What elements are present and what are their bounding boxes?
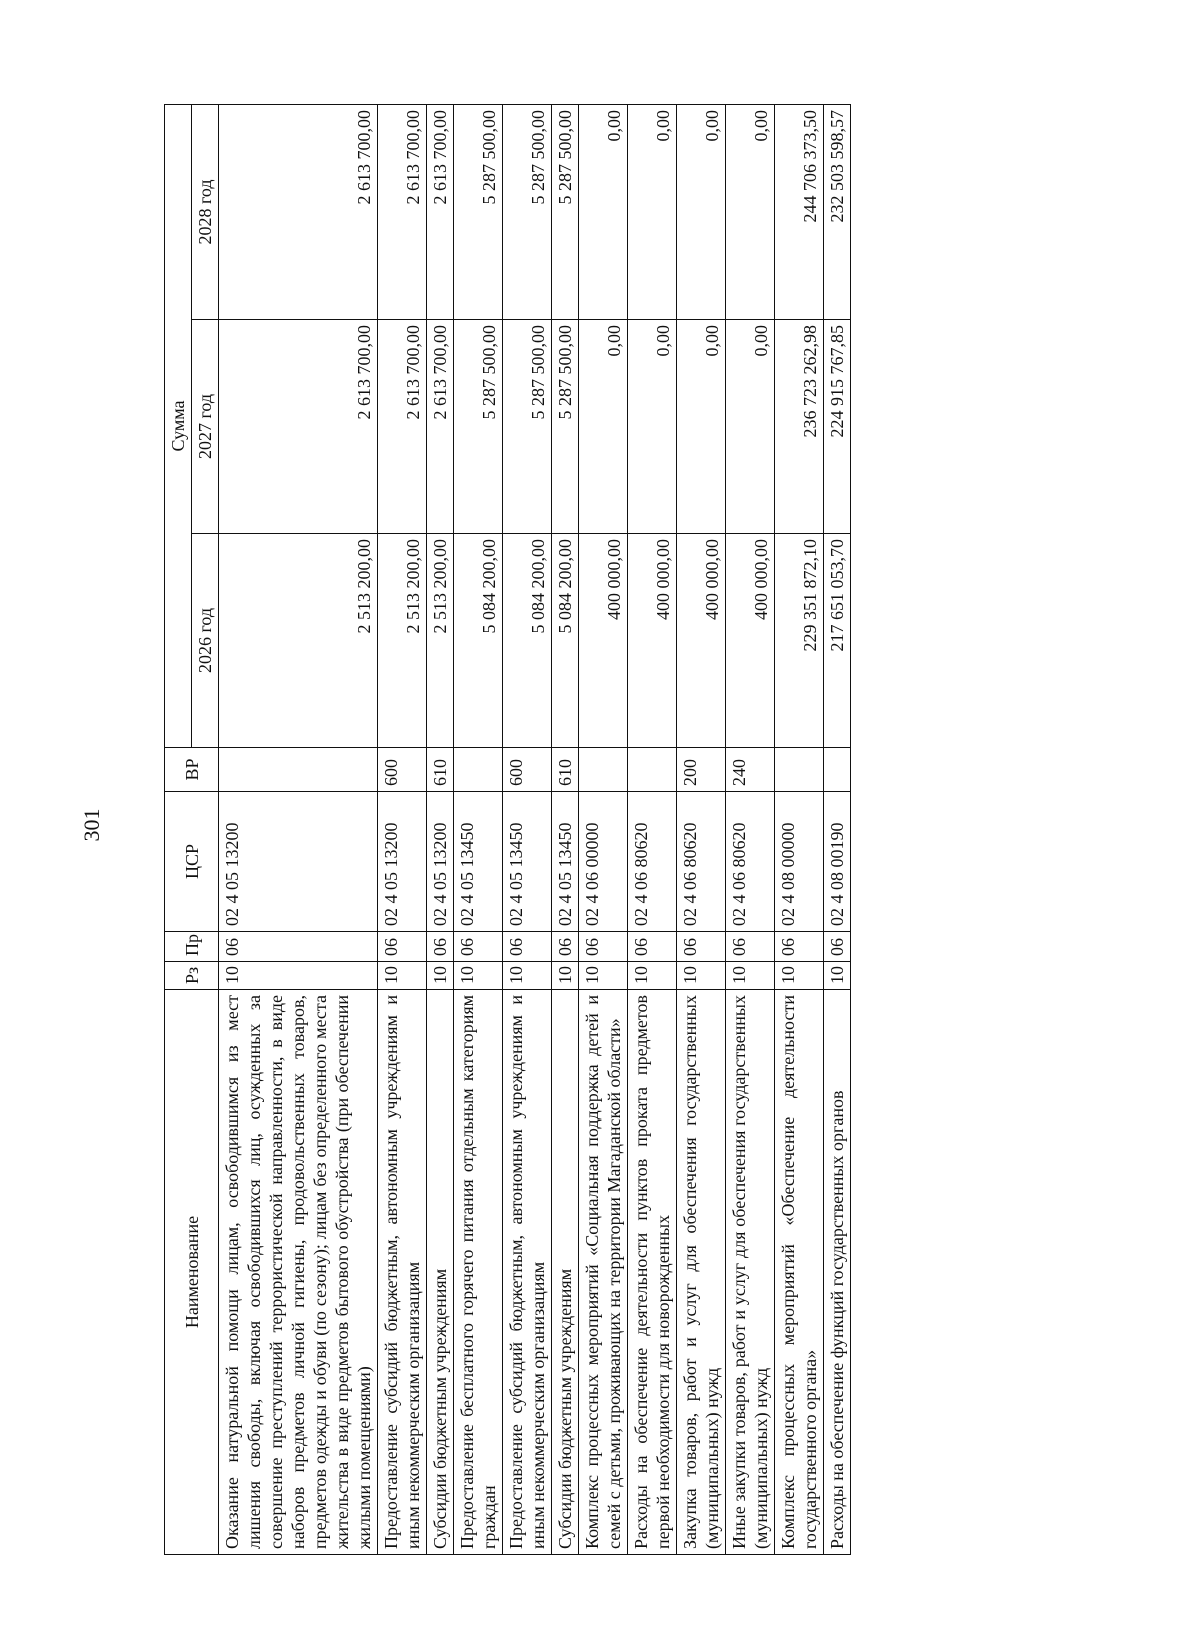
row-csr-cell: 02 4 06 80620 — [726, 792, 775, 932]
row-2027-cell: 2 613 700,00 — [427, 320, 454, 534]
row-vr-cell — [775, 748, 824, 792]
row-name-cell: Закупка товаров, работ и услуг для обеспечения государственных (муниципальных) нужд — [677, 990, 726, 1555]
row-vr-cell — [824, 748, 851, 792]
row-csr-cell: 02 4 06 80620 — [628, 792, 677, 932]
row-2027-cell: 5 287 500,00 — [552, 320, 579, 534]
table-row — [454, 105, 503, 1555]
row-name-cell: Расходы на обеспечение функций государственных органов — [824, 990, 851, 1555]
row-2028-cell: 0,00 — [628, 105, 677, 320]
row-name-cell: Оказание натуральной помощи лицам, освободившимся из мест лишения свободы, включая освободившихся лиц, осужденных за совершение преступлений террористической направленности, в виде наборов предметов личной гигиены, продовольственных товаров, предметов одежды и обуви (по сезону); лицам без определенного места жительства в виде предметов бытового обустройства (при обеспечении жилыми помещениями) — [219, 990, 378, 1555]
row-csr-cell: 02 4 05 13450 — [454, 792, 503, 932]
row-2028-cell: 5 287 500,00 — [503, 105, 552, 320]
row-2027-cell: 2 613 700,00 — [219, 320, 378, 534]
row-pr-cell: 06 — [219, 932, 378, 962]
row-rz-cell: 10 — [552, 962, 579, 990]
row-2027-cell: 5 287 500,00 — [454, 320, 503, 534]
table-header — [165, 105, 219, 1555]
row-2026-cell: 2 513 200,00 — [219, 534, 378, 748]
row-pr-cell: 06 — [454, 932, 503, 962]
table-row — [503, 105, 552, 1555]
row-2026-cell: 5 084 200,00 — [503, 534, 552, 748]
row-name-cell: Субсидии бюджетным учреждениям — [552, 990, 579, 1555]
row-vr-cell — [628, 748, 677, 792]
row-rz-cell: 10 — [628, 962, 677, 990]
row-csr-cell: 02 4 06 80620 — [677, 792, 726, 932]
header-sum: Сумма — [165, 105, 192, 748]
row-2026-cell: 400 000,00 — [677, 534, 726, 748]
row-vr-cell: 600 — [503, 748, 552, 792]
row-csr-cell: 02 4 06 00000 — [579, 792, 628, 932]
rotated-page-content — [164, 105, 1024, 1555]
row-rz-cell: 10 — [503, 962, 552, 990]
table-row — [824, 105, 851, 1555]
row-2026-cell: 5 084 200,00 — [454, 534, 503, 748]
row-2027-cell: 0,00 — [677, 320, 726, 534]
table-row — [677, 105, 726, 1555]
row-name-cell: Комплекс процессных мероприятий «Социальная поддержка детей и семей с детьми, проживающих на территории Магаданской области» — [579, 990, 628, 1555]
row-name-cell: Расходы на обеспечение деятельности пунктов проката предметов первой необходимости для новорожденных — [628, 990, 677, 1555]
row-rz-cell: 10 — [454, 962, 503, 990]
row-2027-cell: 2 613 700,00 — [378, 320, 427, 534]
row-2026-cell: 400 000,00 — [579, 534, 628, 748]
row-csr-cell: 02 4 05 13450 — [503, 792, 552, 932]
table-row — [552, 105, 579, 1555]
row-name-cell: Предоставление субсидий бюджетным, автономным учреждениям и иным некоммерческим организациям — [378, 990, 427, 1555]
row-2027-cell: 236 723 262,98 — [775, 320, 824, 534]
row-rz-cell: 10 — [579, 962, 628, 990]
table-body — [219, 105, 851, 1555]
row-rz-cell: 10 — [726, 962, 775, 990]
row-csr-cell: 02 4 05 13450 — [552, 792, 579, 932]
row-rz-cell: 10 — [677, 962, 726, 990]
row-2028-cell: 2 613 700,00 — [378, 105, 427, 320]
page-number: 301 — [79, 808, 104, 842]
row-rz-cell: 10 — [824, 962, 851, 990]
row-csr-cell: 02 4 05 13200 — [427, 792, 454, 932]
row-2026-cell: 217 651 053,70 — [824, 534, 851, 748]
budget-table — [164, 104, 851, 1555]
row-vr-cell: 200 — [677, 748, 726, 792]
row-vr-cell: 240 — [726, 748, 775, 792]
table-row — [726, 105, 775, 1555]
header-name: Наименование — [165, 990, 219, 1555]
row-name-cell: Иные закупки товаров, работ и услуг для обеспечения государственных (муниципальных) нужд — [726, 990, 775, 1555]
row-2027-cell: 0,00 — [579, 320, 628, 534]
row-name-cell: Предоставление субсидий бюджетным, автономным учреждениям и иным некоммерческим организациям — [503, 990, 552, 1555]
row-pr-cell: 06 — [503, 932, 552, 962]
row-2028-cell: 5 287 500,00 — [552, 105, 579, 320]
row-pr-cell: 06 — [628, 932, 677, 962]
row-csr-cell: 02 4 08 00190 — [824, 792, 851, 932]
row-pr-cell: 06 — [579, 932, 628, 962]
table-row — [219, 105, 378, 1555]
row-2026-cell: 229 351 872,10 — [775, 534, 824, 748]
row-vr-cell — [219, 748, 378, 792]
row-name-cell: Комплекс процессных мероприятий «Обеспечение деятельности государственного органа» — [775, 990, 824, 1555]
row-pr-cell: 06 — [427, 932, 454, 962]
row-vr-cell — [579, 748, 628, 792]
row-pr-cell: 06 — [824, 932, 851, 962]
row-name-cell: Субсидии бюджетным учреждениям — [427, 990, 454, 1555]
header-rz: Рз — [165, 962, 219, 990]
row-pr-cell: 06 — [775, 932, 824, 962]
row-2028-cell: 244 706 373,50 — [775, 105, 824, 320]
row-2027-cell: 224 915 767,85 — [824, 320, 851, 534]
row-csr-cell: 02 4 05 13200 — [378, 792, 427, 932]
row-rz-cell: 10 — [427, 962, 454, 990]
row-2026-cell: 2 513 200,00 — [427, 534, 454, 748]
header-year-2026: 2026 год — [192, 534, 219, 748]
row-csr-cell: 02 4 05 13200 — [219, 792, 378, 932]
row-2028-cell: 0,00 — [579, 105, 628, 320]
row-2027-cell: 5 287 500,00 — [503, 320, 552, 534]
row-2026-cell: 2 513 200,00 — [378, 534, 427, 748]
row-pr-cell: 06 — [677, 932, 726, 962]
row-csr-cell: 02 4 08 00000 — [775, 792, 824, 932]
table-row — [579, 105, 628, 1555]
row-pr-cell: 06 — [378, 932, 427, 962]
row-2026-cell: 400 000,00 — [628, 534, 677, 748]
row-2028-cell: 5 287 500,00 — [454, 105, 503, 320]
row-rz-cell: 10 — [219, 962, 378, 990]
row-rz-cell: 10 — [378, 962, 427, 990]
row-2027-cell: 0,00 — [628, 320, 677, 534]
header-year-2027: 2027 год — [192, 320, 219, 534]
row-2026-cell: 400 000,00 — [726, 534, 775, 748]
row-vr-cell: 600 — [378, 748, 427, 792]
row-name-cell: Предоставление бесплатного горячего питания отдельным категориям граждан — [454, 990, 503, 1555]
header-csr: ЦСР — [165, 792, 219, 932]
row-rz-cell: 10 — [775, 962, 824, 990]
header-year-2028: 2028 год — [192, 105, 219, 320]
row-2026-cell: 5 084 200,00 — [552, 534, 579, 748]
row-vr-cell — [454, 748, 503, 792]
row-vr-cell: 610 — [552, 748, 579, 792]
row-vr-cell: 610 — [427, 748, 454, 792]
header-vr: ВР — [165, 748, 219, 792]
row-pr-cell: 06 — [552, 932, 579, 962]
row-2028-cell: 232 503 598,57 — [824, 105, 851, 320]
table-row — [628, 105, 677, 1555]
table-row — [775, 105, 824, 1555]
row-pr-cell: 06 — [726, 932, 775, 962]
row-2027-cell: 0,00 — [726, 320, 775, 534]
table-row — [427, 105, 454, 1555]
header-pr: Пр — [165, 932, 219, 962]
row-2028-cell: 2 613 700,00 — [427, 105, 454, 320]
row-2028-cell: 2 613 700,00 — [219, 105, 378, 320]
table-row — [378, 105, 427, 1555]
row-2028-cell: 0,00 — [677, 105, 726, 320]
row-2028-cell: 0,00 — [726, 105, 775, 320]
